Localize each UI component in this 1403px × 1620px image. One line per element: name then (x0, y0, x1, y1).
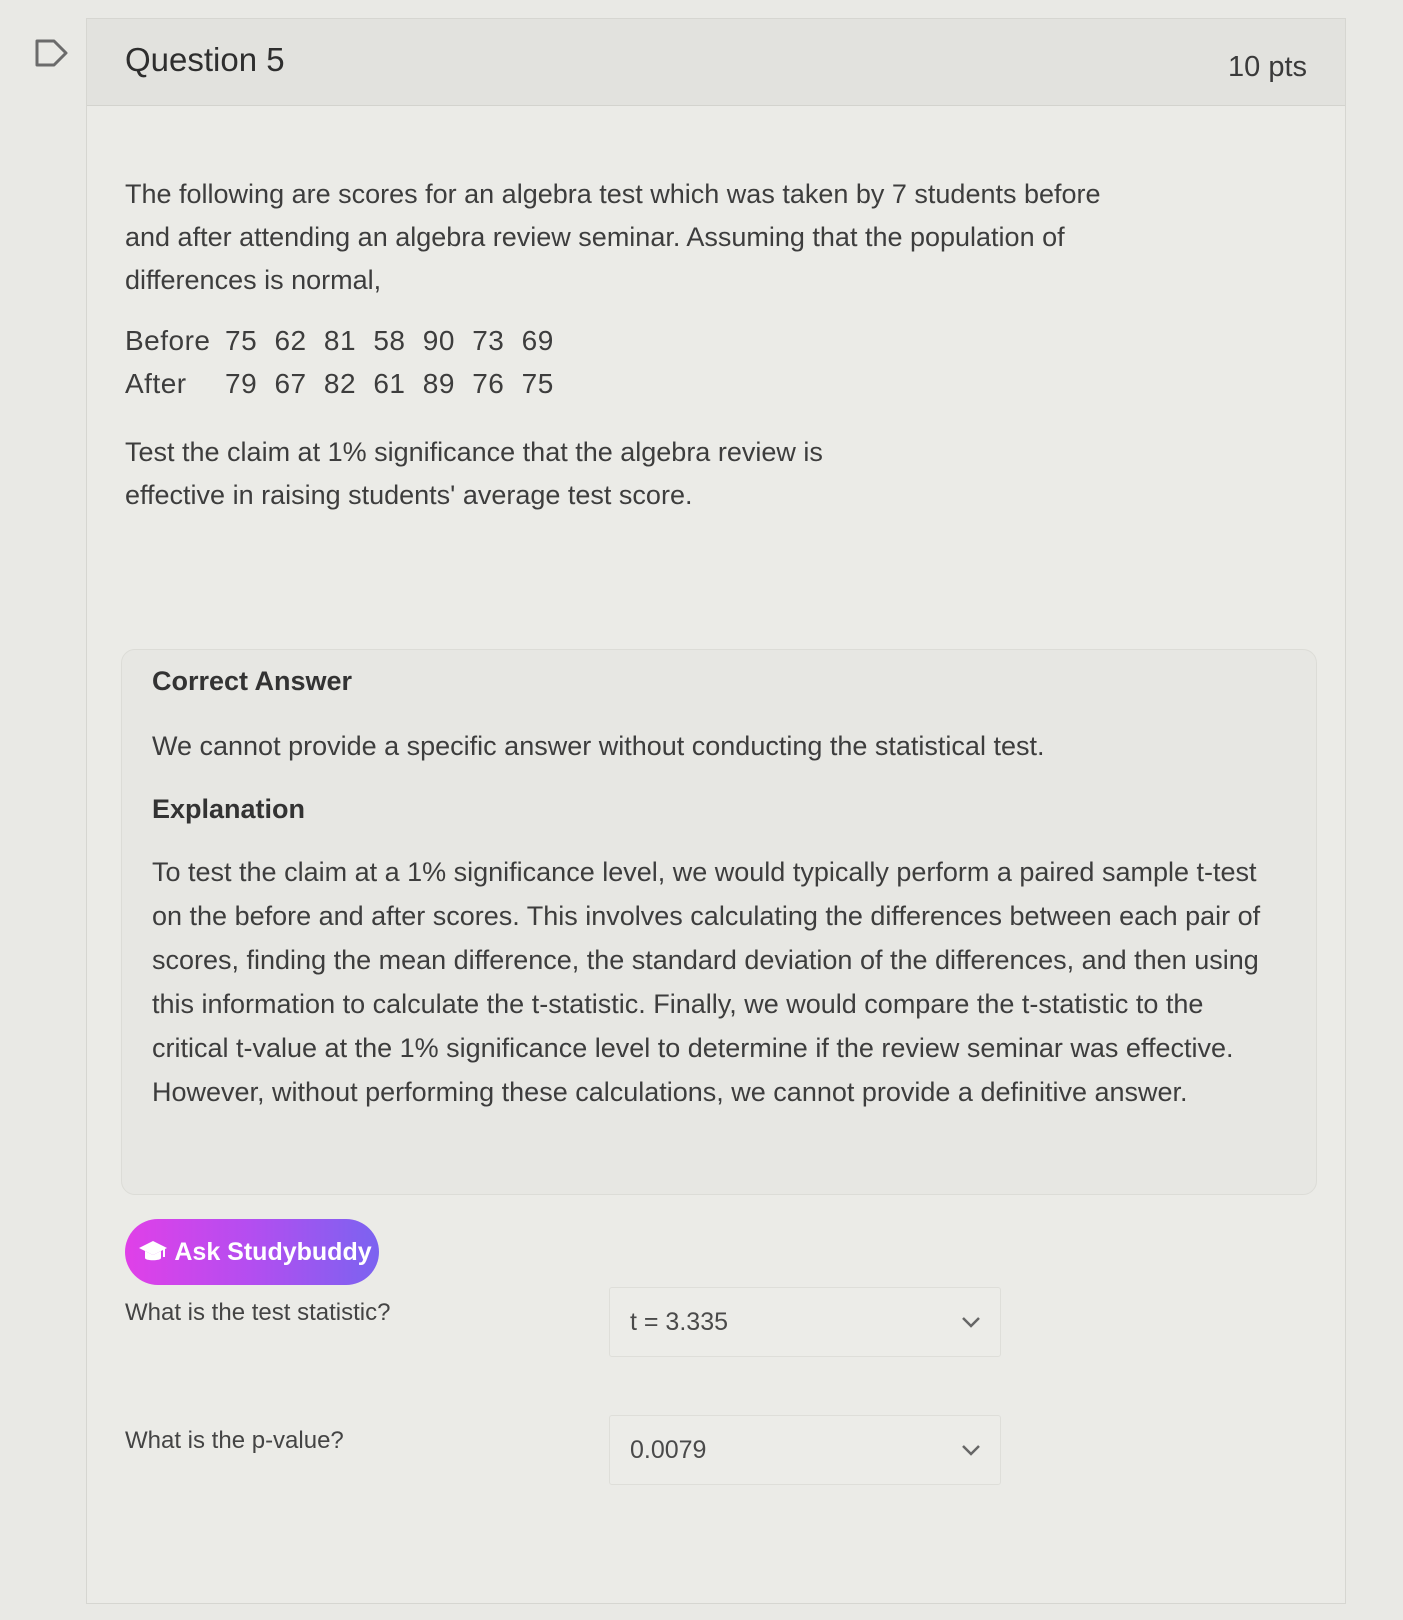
before-values (225, 319, 563, 362)
explanation-heading: Explanation (152, 794, 306, 824)
question-text: The following are scores for an algebra test which was taken by 7 students before and after attending an algebra review seminar. Assuming that the population of differences is normal, (125, 179, 1101, 295)
ask-studybuddy-label: Ask Studybuddy (174, 1237, 372, 1266)
before-value: 73 (472, 325, 505, 356)
claim-text: Test the claim at 1% significance that the algebra review is effective in raising students' average test score. (125, 437, 823, 510)
before-value: 69 (521, 325, 554, 356)
after-label: After (125, 368, 187, 399)
after-value: 89 (422, 368, 455, 399)
question-card (86, 18, 1346, 1604)
after-value: 82 (323, 368, 357, 399)
test-statistic-prompt: What is the test statistic? (125, 1299, 391, 1326)
after-value: 76 (472, 368, 505, 399)
ask-studybuddy-button[interactable] (125, 1219, 379, 1285)
after-value: 61 (373, 368, 406, 399)
question-points: 10 pts (1228, 51, 1307, 83)
p-value-selected: 0.0079 (630, 1436, 707, 1464)
chevron-down-icon (960, 1314, 982, 1330)
before-row (125, 319, 563, 362)
correct-answer-text: We cannot provide a specific answer without conducting the statistical test. (152, 731, 1045, 761)
before-label: Before (125, 325, 211, 356)
scores-data (125, 319, 563, 405)
after-row (125, 362, 563, 405)
question-title: Question 5 (125, 41, 285, 78)
graduation-cap-icon (138, 1239, 168, 1265)
test-statistic-select[interactable] (609, 1287, 1001, 1357)
test-statistic-selected: t = 3.335 (630, 1308, 728, 1336)
before-value: 58 (373, 325, 406, 356)
before-value: 81 (323, 325, 357, 356)
after-value: 79 (225, 368, 258, 399)
answer-box (121, 649, 1317, 1195)
flag-question-icon[interactable] (34, 38, 70, 68)
before-value: 90 (422, 325, 455, 356)
after-values (225, 362, 563, 405)
p-value-select[interactable] (609, 1415, 1001, 1485)
correct-answer-heading: Correct Answer (152, 666, 353, 696)
chevron-down-icon (960, 1442, 982, 1458)
question-header (87, 19, 1345, 106)
before-value: 75 (225, 325, 258, 356)
before-value: 62 (274, 325, 307, 356)
after-value: 75 (521, 368, 554, 399)
p-value-prompt: What is the p-value? (125, 1427, 344, 1454)
after-value: 67 (274, 368, 307, 399)
explanation-text: To test the claim at a 1% significance level, we would typically perform a paired sample t-test on the before and after scores. This involves calculating the differences between each pair of scores, finding the mean difference, the standard deviation of the differences, and then using this information to calculate the t-statistic. Finally, we would compare the t-statistic to the critical t-value at the 1% significance level to determine if the review seminar was effective. However, without performing these calculations, we cannot provide a definitive answer. (152, 857, 1261, 1107)
